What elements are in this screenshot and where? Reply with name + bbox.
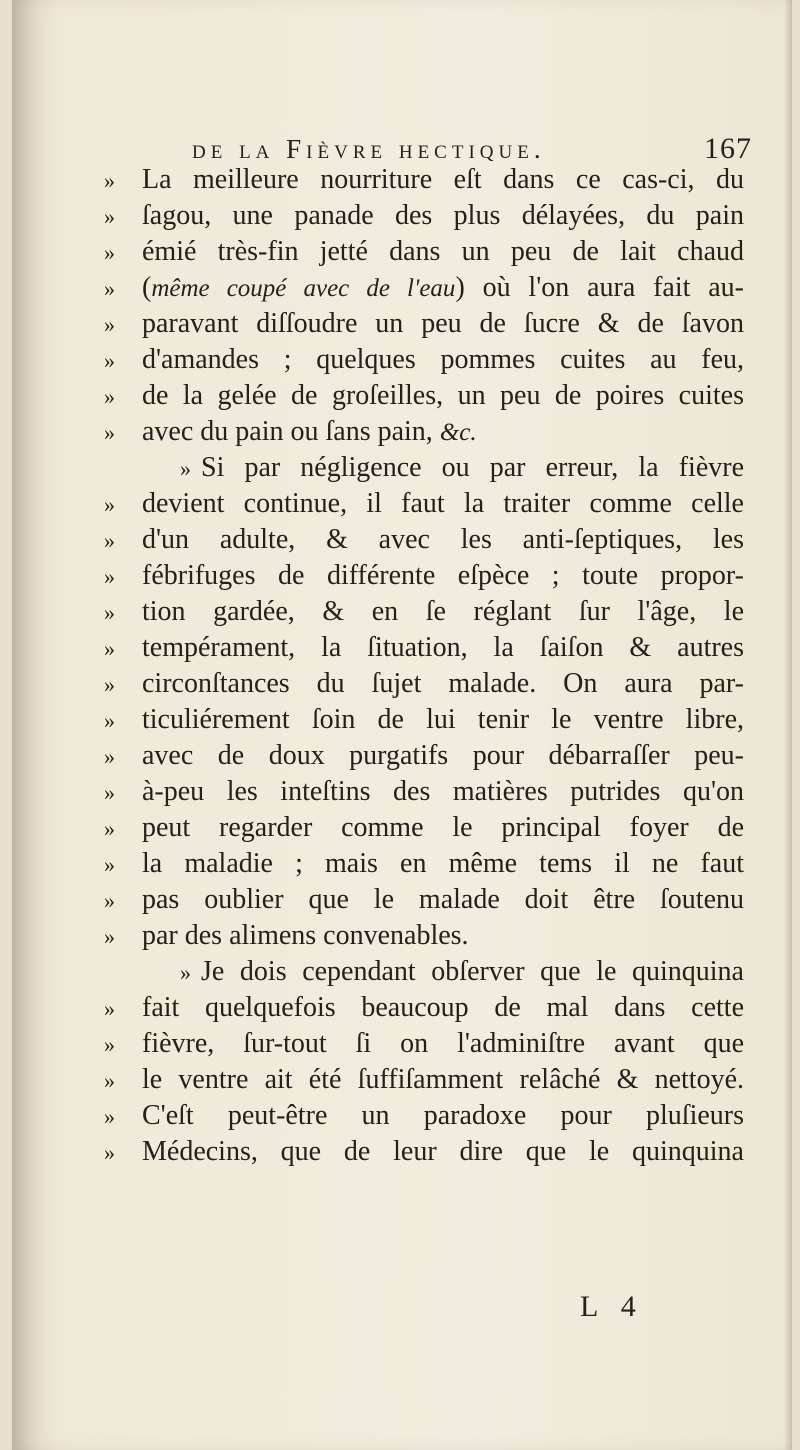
signature-mark: L 4 xyxy=(580,1290,644,1323)
line-text-roman: devient continue, il faut la traiter comme celle xyxy=(142,488,744,519)
text-line xyxy=(104,270,744,306)
book-page xyxy=(12,0,792,1450)
line-text xyxy=(142,378,744,414)
text-line xyxy=(104,990,744,1026)
line-text xyxy=(142,702,744,738)
line-text-roman: paravant diſſoudre un peu de ſucre & de ſavon xyxy=(142,308,744,339)
line-text-roman: Médecins, que de leur dire que le quinquina xyxy=(142,1136,744,1167)
line-text-roman: tion gardée, & en ſe réglant ſur l'âge, le xyxy=(142,596,744,627)
quote-mark: » xyxy=(104,528,115,553)
text-line xyxy=(104,522,744,558)
text-line xyxy=(104,738,744,774)
line-text xyxy=(142,594,744,630)
line-text xyxy=(142,954,744,991)
line-text-roman: avec de doux purgatifs pour débarraſſer peu- xyxy=(142,740,744,771)
line-text xyxy=(142,1026,744,1062)
quote-mark: » xyxy=(104,492,115,517)
text-line xyxy=(104,1134,744,1170)
text-line xyxy=(104,162,744,198)
line-text xyxy=(142,810,744,846)
quote-mark: » xyxy=(104,384,115,409)
text-line xyxy=(104,234,744,270)
line-text xyxy=(142,234,744,270)
line-text xyxy=(142,666,744,702)
line-text-roman: la maladie ; mais en même tems il ne faut xyxy=(142,848,744,879)
text-line xyxy=(104,630,744,666)
quote-mark: » xyxy=(104,1068,115,1093)
line-text xyxy=(142,774,744,810)
inline-quote-mark: » xyxy=(180,960,191,985)
line-text xyxy=(142,630,744,666)
line-text-roman: Je dois cependant obſerver que le quinquina xyxy=(201,956,744,987)
line-text-roman: de la gelée de groſeilles, un peu de poires cuites xyxy=(142,380,744,411)
quote-mark: » xyxy=(104,312,115,337)
page-edge xyxy=(784,0,792,1450)
text-line xyxy=(104,594,744,630)
inline-quote-mark: » xyxy=(180,456,191,481)
line-text xyxy=(142,558,744,594)
quote-mark: » xyxy=(104,240,115,265)
text-line xyxy=(104,702,744,738)
quote-mark: » xyxy=(104,888,115,913)
line-text xyxy=(142,450,744,487)
line-text-roman: pas oublier que le malade doit être ſoutenu xyxy=(142,884,744,915)
line-text xyxy=(142,1062,744,1098)
running-head xyxy=(192,132,752,166)
quote-mark: » xyxy=(104,420,115,445)
line-text-roman: d'un adulte, & avec les anti-ſeptiques, les xyxy=(142,524,744,555)
text-line xyxy=(104,378,744,414)
quote-mark: » xyxy=(104,168,115,193)
line-text xyxy=(142,846,744,882)
line-text xyxy=(142,342,744,378)
line-text-roman: peut regarder comme le principal foyer de xyxy=(142,812,744,843)
line-text-roman: C'eſt peut-être un paradoxe pour pluſieurs xyxy=(142,1100,744,1131)
quote-mark: » xyxy=(104,564,115,589)
line-text xyxy=(142,162,744,198)
quote-mark: » xyxy=(104,600,115,625)
line-text-roman: le ventre ait été ſuffiſamment relâché & nettoyé. xyxy=(142,1064,744,1095)
line-text-roman: circonſtances du ſujet malade. On aura par- xyxy=(142,668,744,699)
line-text-roman: à-peu les inteſtins des matières putrides qu'on xyxy=(142,776,744,807)
line-text-roman: émié très-fin jetté dans un peu de lait chaud xyxy=(142,236,744,267)
quote-mark: » xyxy=(104,708,115,733)
quote-mark: » xyxy=(104,924,115,949)
line-text-roman: ticuliérement ſoin de lui tenir le ventre libre, xyxy=(142,704,744,735)
line-text xyxy=(142,1098,744,1134)
line-text-roman: par des alimens convenables. xyxy=(142,920,469,951)
line-text-italic: &c. xyxy=(439,419,477,446)
text-line xyxy=(104,846,744,882)
quote-mark: » xyxy=(104,780,115,805)
line-text xyxy=(142,198,744,234)
line-text xyxy=(142,882,744,918)
line-text-roman: d'amandes ; quelques pommes cuites au feu, xyxy=(142,344,744,375)
line-text xyxy=(142,918,744,954)
text-line xyxy=(104,666,744,702)
text-line xyxy=(104,450,744,486)
quote-mark: » xyxy=(104,1104,115,1129)
text-line xyxy=(104,306,744,342)
page-number: 167 xyxy=(704,132,752,165)
running-title: de la Fièvre hectique. xyxy=(192,134,546,164)
line-text xyxy=(142,738,744,774)
line-text xyxy=(142,522,744,558)
text-line xyxy=(104,198,744,234)
quote-mark: » xyxy=(104,636,115,661)
line-text-roman: fébrifuges de différente eſpèce ; toute propor- xyxy=(142,560,744,591)
line-text-italic: même coupé avec de l'eau xyxy=(151,275,456,302)
quote-mark: » xyxy=(104,204,115,229)
line-text xyxy=(142,486,744,522)
line-text-roman: La meilleure nourriture eſt dans ce cas-ci, du xyxy=(142,164,744,195)
quote-mark: » xyxy=(104,852,115,877)
text-line xyxy=(104,954,744,990)
text-line xyxy=(104,918,744,954)
line-text-roman: avec du pain ou ſans pain, xyxy=(142,416,440,447)
text-line xyxy=(104,1098,744,1134)
quote-mark: » xyxy=(104,348,115,373)
body-text xyxy=(104,162,744,1170)
line-text xyxy=(142,270,744,307)
line-text-roman-tail: ) où l'on aura fait au- xyxy=(455,272,744,303)
text-line xyxy=(104,810,744,846)
line-text-roman: fait quelquefois beaucoup de mal dans cette xyxy=(142,992,744,1023)
line-text-roman: tempérament, la ſituation, la ſaiſon & autres xyxy=(142,632,744,663)
text-line xyxy=(104,882,744,918)
line-text-roman: fièvre, ſur-tout ſi on l'adminiſtre avant que xyxy=(142,1028,744,1059)
line-text-roman: ( xyxy=(142,272,152,303)
line-text xyxy=(142,306,744,342)
text-line xyxy=(104,1062,744,1098)
line-text xyxy=(142,1134,744,1170)
quote-mark: » xyxy=(104,816,115,841)
quote-mark: » xyxy=(104,672,115,697)
quote-mark: » xyxy=(104,996,115,1021)
quote-mark: » xyxy=(104,744,115,769)
text-line xyxy=(104,1026,744,1062)
line-text-roman: ſagou, une panade des plus délayées, du pain xyxy=(142,200,744,231)
quote-mark: » xyxy=(104,1140,115,1165)
text-line xyxy=(104,558,744,594)
text-line xyxy=(104,774,744,810)
quote-mark: » xyxy=(104,1032,115,1057)
line-text xyxy=(142,990,744,1026)
text-line xyxy=(104,342,744,378)
text-line xyxy=(104,414,744,450)
line-text xyxy=(142,414,744,451)
text-line xyxy=(104,486,744,522)
line-text-roman: Si par négligence ou par erreur, la fièvre xyxy=(201,452,744,483)
quote-mark: » xyxy=(104,276,115,301)
